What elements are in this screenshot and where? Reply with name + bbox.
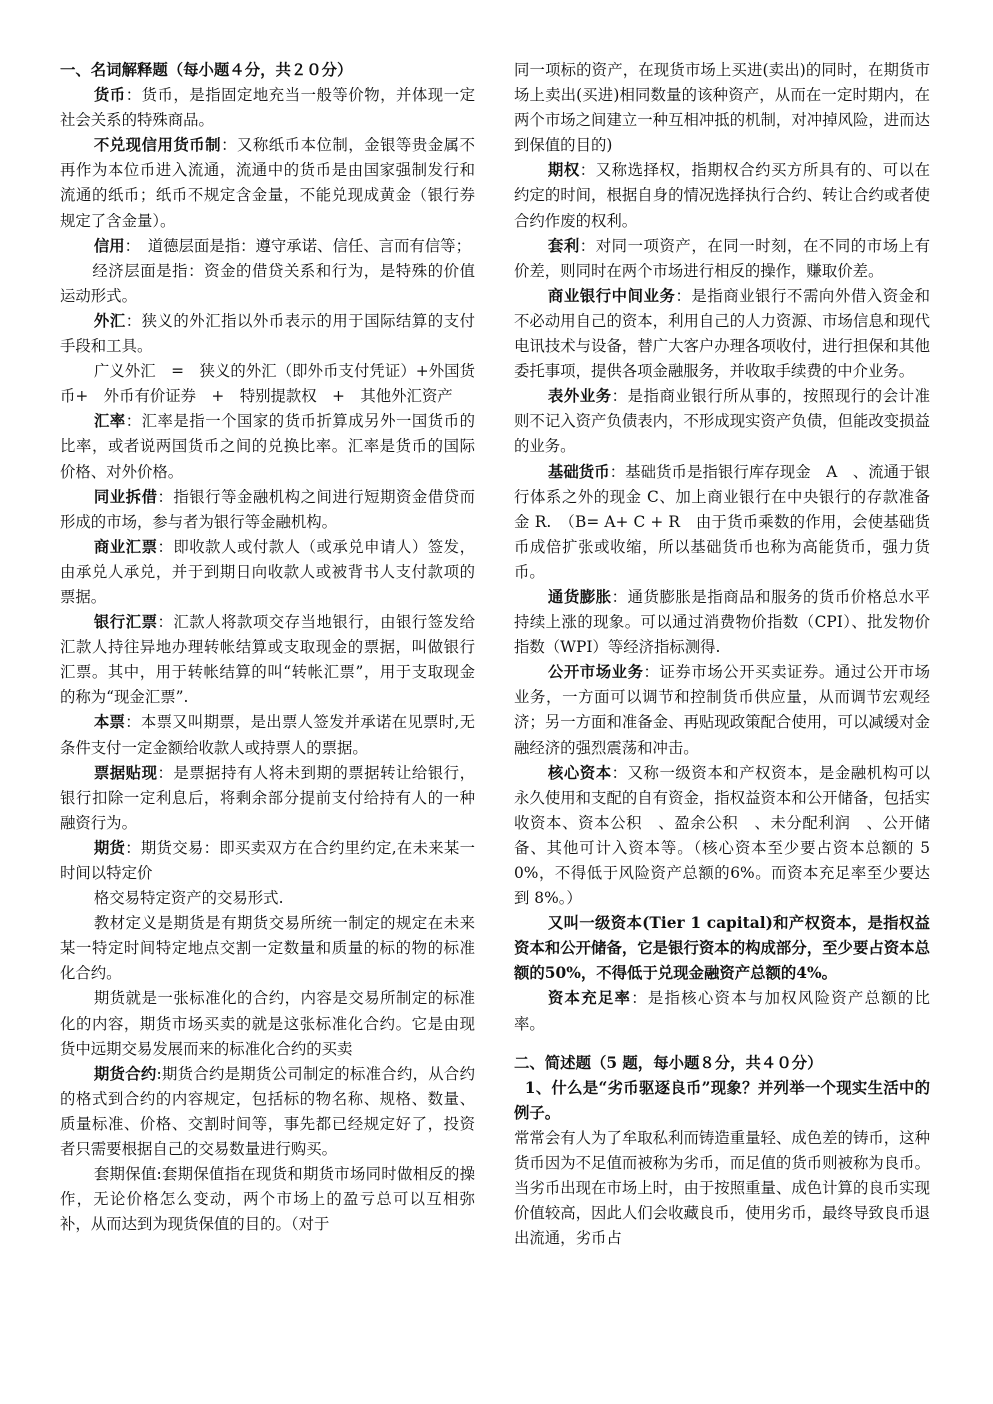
term-label: 外汇 (93, 311, 126, 330)
term-entry-benpiao (60, 710, 475, 760)
term-entry-tiexian (60, 761, 475, 836)
term-entry-taoqi-baozhi: 套期保值:套期保值指在现货和期货市场同时做相反的操作，无论价格怎么变动，两个市场上的盈亏总可以互相弥补，从而达到为现货保值的目的。（对于 (60, 1165, 475, 1234)
question-1: 1、什么是“劣币驱逐良币”现象？并列举一个现实生活中的例子。 (514, 1078, 930, 1122)
term-definition: ：狭义的外汇指以外币表示的用于国际结算的支付手段和工具。 (60, 311, 475, 356)
term-label: 套利 (547, 236, 580, 255)
right-column (514, 58, 930, 1251)
term-entry-qihuo (60, 836, 475, 886)
term-entry-jichu (514, 460, 930, 585)
term-definition: ：期货交易：即买卖双方在合约里约定,在未来某一时间以特定价 (60, 838, 475, 882)
term-definition: ：即收款人或付款人（或承兑申请人）签发，由承兑人承兑，并于到期日向收款人或被背书人支付款项的票据。 (60, 537, 475, 606)
term-entry-huilv (60, 409, 475, 484)
term-label: 本票 (93, 713, 126, 732)
term-entry-zhongjian (514, 284, 930, 384)
section-heading-2: 二、简述题（5 题，每小题８分，共４０分） (514, 1053, 823, 1072)
term-label: 商业银行中间业务 (547, 286, 676, 305)
term-definition: ：本票又叫期票，是出票人签发并承诺在见票时,无条件支付一定金额给收款人或持票人的票据。 (60, 713, 475, 757)
term-definition: ：证券市场公开买卖证券。通过公开市场业务，一方面可以调节和控制货币供应量，从而调节宏观经济；另一方面和准备金、再贴现政策配合使用，可以减缓对金融经济的强烈震荡和冲击。 (514, 663, 930, 757)
term-label: 同业拆借 (93, 487, 158, 506)
term-definition: :期货合约是期货公司制定的标准合约，从合约的格式到合约的内容规定，包括标的物名称、规格、数量、质量标准、价格、交割时间等，事先都已经规定好了，投资者只需要根据自己的交易数量进行购买。 (60, 1064, 475, 1159)
paragraph: 期货就是一张标准化的合约，内容是交易所制定的标准化的内容，期货市场买卖的就是这张标准化合约。它是由现货中远期交易发展而来的标准化合约的买卖 (60, 989, 475, 1058)
term-entry-hexin (514, 761, 930, 912)
term-label: 资本充足率 (547, 989, 632, 1008)
left-column (60, 58, 475, 1237)
paragraph: 广义外汇 = 狭义的外汇（即外币支付凭证）+外国货币+ 外币有价证券 + 特别提款权 + 其他外汇资产 (60, 362, 475, 406)
term-label: 基础货币 (547, 462, 610, 481)
term-entry-tongye (60, 485, 475, 535)
term-label: 货币 (93, 86, 126, 105)
term-definition: ：指银行等金融机构之间进行短期资金借贷而形成的市场，参与者为银行等金融机构。 (60, 487, 475, 531)
term-label: 期货合约 (93, 1064, 157, 1083)
term-label: 汇率 (93, 412, 126, 431)
term-entry-chongzu (514, 986, 930, 1036)
term-definition: ：是票据持有人将未到期的票据转让给银行，银行扣除一定利息后，将剩余部分提前支付给持有人的一种融资行为。 (60, 763, 475, 832)
term-entry-gongkai (514, 660, 930, 760)
term-entry-buduixian (60, 133, 475, 233)
term-entry-xinyong (60, 234, 475, 259)
section-heading-1: 一、名词解释题（每小题４分，共２０分） (60, 61, 353, 79)
term-definition: ：又称选择权，指期权合约买方所具有的、可以在约定的时间，根据自身的情况选择执行合约、转让合约或者使合约作废的权利。 (514, 161, 930, 230)
term-entry-huobi (60, 83, 475, 133)
term-entry-shangye (60, 535, 475, 610)
paragraph: 教材定义是期货是有期货交易所统一制定的规定在未来某一特定时间特定地点交割一定数量和质量的标的物的标准化合约。 (60, 914, 475, 983)
bold-paragraph: 又叫一级资本(Tier 1 capital)和产权资本，是指权益资本和公开储备，它是银行资本的构成部分，至少要占资本总额的50%，不得低于兑现金融资产总额的4%。 (514, 914, 930, 983)
term-definition: ：又称纸币本位制，金银等贵金属不再作为本位币进入流通，流通中的货币是由国家强制发行和流通的纸币；纸币不规定含金量，不能兑现成黄金（银行券规定了含金量）。 (60, 136, 475, 230)
term-definition: ：通货膨胀是指商品和服务的货币价格总水平持续上涨的现象。可以通过消费物价指数（CPI）、批发物价指数（WPI）等经济指标测得. (514, 587, 930, 657)
term-label: 公开市场业务 (547, 663, 644, 682)
term-entry-yinhang (60, 610, 475, 710)
term-label: 期货 (93, 838, 126, 857)
term-definition: ：汇率是指一个国家的货币折算成另外一国货币的比率，或者说两国货币之间的兑换比率。汇率是货币的国际价格、对外价格。 (60, 412, 475, 481)
term-label: 通货膨胀 (547, 587, 612, 606)
paragraph: 格交易特定资产的交易形式. (93, 889, 284, 908)
term-definition: ：汇款人将款项交存当地银行，由银行签发给汇款人持往异地办理转帐结算或支取现金的票据，叫做银行汇票。其中，用于转帐结算的叫“转帐汇票”，用于支取现金的称为“现金汇票”. (60, 613, 475, 707)
term-entry-taoli (514, 234, 930, 284)
term-label: 表外业务 (547, 387, 612, 406)
term-definition: ：是指商业银行不需向外借入资金和不必动用自己的资本，利用自己的人力资源、市场信息和现代电讯技术与设备，替广大客户办理各项收付，进行担保和其他委托事项，提供各项金融服务，并收取手续费的中介业务。 (514, 286, 930, 381)
term-definition: ： 道德层面是指：遵守承诺、信任、言而有信等； (124, 236, 471, 255)
term-label: 期权 (547, 161, 580, 180)
term-entry-qiquan (514, 158, 930, 233)
paragraph: 经济层面是指：资金的借贷关系和行为，是特殊的价值运动形式。 (60, 261, 475, 305)
term-definition: ：是指核心资本与加权风险资产总额的比率。 (514, 989, 930, 1033)
term-entry-waihui (60, 309, 475, 359)
term-label: 不兑现信用货币制 (93, 136, 222, 155)
term-label: 核心资本 (547, 763, 612, 782)
term-label: 票据贴现 (93, 763, 158, 782)
term-definition: ：又称一级资本和产权资本，是金融机构可以永久使用和支配的自有资金，指权益资本和公开储备，包括实收资本、资本公积 、盈余公积 、未分配利润 、公开储备、其他可计入资本等。（核心资本至少要占资本总额的 50%，不得低于风险资产总额的6%。而资本充足率至少要达到 8%。） (514, 763, 930, 908)
answer-paragraph: 常常会有人为了牟取私利而铸造重量轻、成色差的铸币，这种货币因为不足值而被称为劣币，而足值的货币则被称为良币。当劣币出现在市场上时，由于按照重量、成色计算的良币实现价值较高，因此人们会收藏良币，使用劣币，最终导致良币退出流通，劣币占 (514, 1128, 930, 1248)
term-definition: ：是指商业银行所从事的，按照现行的会计准则不记入资产负债表内，不形成现实资产负债，但能改变损益的业务。 (514, 387, 930, 456)
term-definition: ：基础货币是指银行库存现金 A 、流通于银行体系之外的现金 C、加上商业银行在中央银行的存款准备金 R. （B= A+ C + R 由于货币乘数的作用，会使基础货币成倍扩张或收缩，所以基础货币也称为高能货币，强力货币。 (514, 462, 930, 581)
term-entry-biaowai (514, 384, 930, 459)
term-entry-qihuo-heyue (60, 1062, 475, 1162)
paragraph: 同一项标的资产，在现货市场上买进(卖出)的同时，在期货市场上卖出(买进)相同数量的该种资产，从而在一定时期内，在两个市场之间建立一种互相冲抵的机制，对冲掉风险，进而达到保值的目的) (514, 61, 930, 155)
term-label: 商业汇票 (93, 537, 158, 556)
term-definition: ：货币，是指固定地充当一般等价物，并体现一定社会关系的特殊商品。 (60, 86, 475, 130)
term-label: 信用 (93, 236, 125, 255)
term-definition: ：对同一项资产，在同一时刻，在不同的市场上有价差，则同时在两个市场进行相反的操作，赚取价差。 (514, 236, 930, 280)
term-label: 银行汇票 (93, 613, 158, 632)
term-entry-pengzhang (514, 585, 930, 660)
